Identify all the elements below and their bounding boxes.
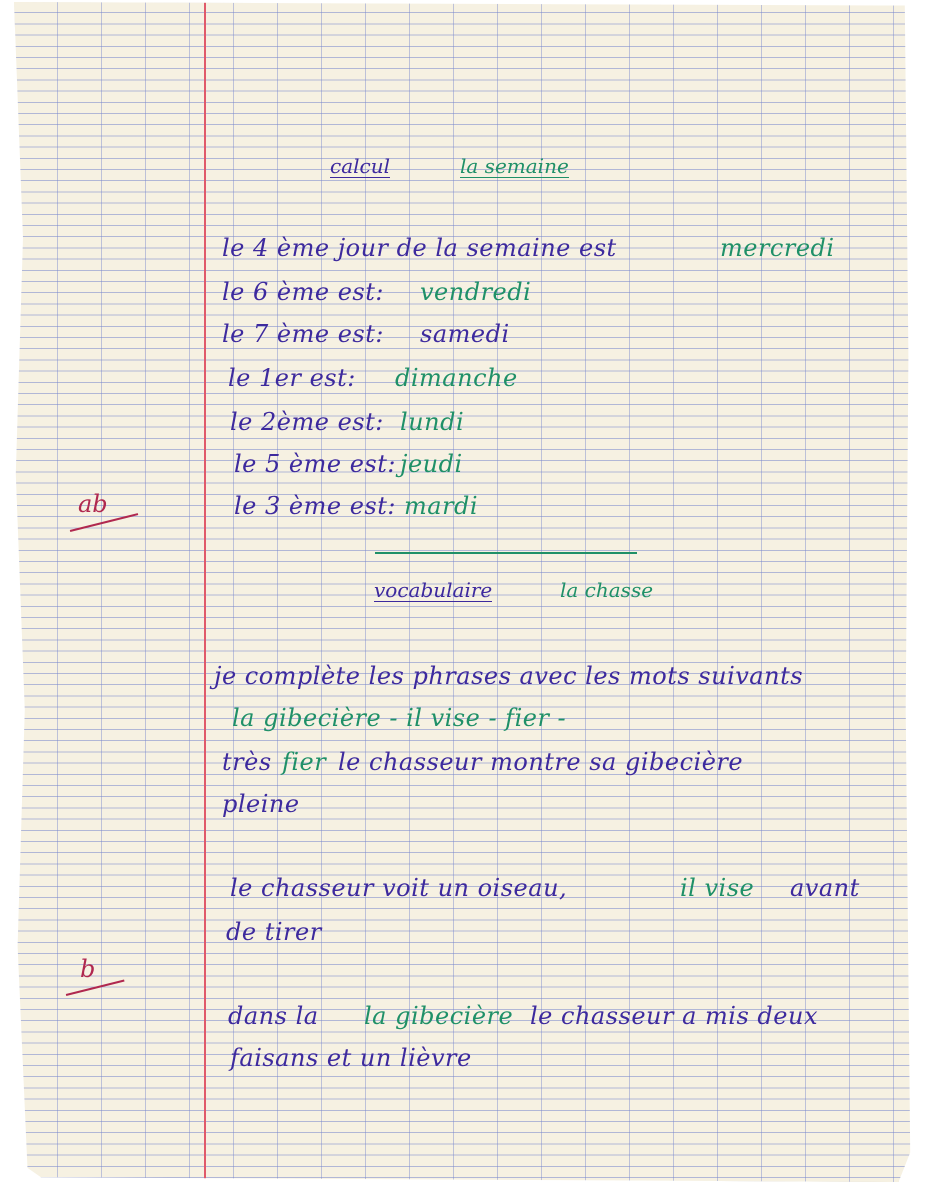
title-vocabulaire: vocabulaire — [374, 578, 493, 602]
sentence3-start: dans la — [228, 1002, 319, 1030]
week-line-3-label: le 7 ème est: — [222, 320, 384, 348]
week-line-7-label: le 3 ème est: — [234, 492, 396, 520]
sentence2-answer: il vise — [680, 874, 755, 902]
week-line-6-label: le 5 ème est: — [234, 450, 396, 478]
title-la-semaine: la semaine — [460, 154, 569, 178]
week-line-4-day: dimanche — [395, 364, 518, 392]
grade-mark-ab: ab — [78, 490, 108, 518]
week-line-2-day: vendredi — [420, 278, 532, 306]
sentence1-end: pleine — [222, 790, 300, 818]
sentence2-rest: avant — [790, 874, 860, 902]
week-line-5-label: le 2ème est: — [230, 408, 384, 436]
grade-mark-b: b — [80, 955, 96, 983]
sentence1-rest: le chasseur montre sa gibecière — [338, 748, 744, 776]
sentence3-rest: le chasseur a mis deux — [530, 1002, 818, 1030]
word-list: la gibecière - il vise - fier - — [232, 704, 567, 732]
margin-line — [204, 2, 206, 1182]
title-calcul: calcul — [330, 154, 390, 178]
week-line-5-day: lundi — [400, 408, 465, 436]
week-line-2-label: le 6 ème est: — [222, 278, 384, 306]
week-line-1-label: le 4 ème jour de la semaine est — [222, 234, 617, 262]
week-line-4-label: le 1er est: — [228, 364, 356, 392]
sentence1-start: très — [222, 748, 272, 776]
week-line-3-day: samedi — [420, 320, 510, 348]
week-line-1-day: mercredi — [720, 234, 835, 262]
sentence2-start: le chasseur voit un oiseau, — [230, 874, 568, 902]
instruction-text: je complète les phrases avec les mots suivants — [214, 662, 804, 690]
title-la-chasse: la chasse — [560, 578, 654, 602]
sentence3-end: faisans et un lièvre — [230, 1044, 472, 1072]
week-line-7-day: mardi — [404, 492, 479, 520]
sentence2-end: de tirer — [226, 918, 322, 946]
sentence1-answer: fier — [282, 748, 327, 776]
week-line-6-day: jeudi — [400, 450, 463, 478]
sentence3-answer: la gibecière — [364, 1002, 514, 1030]
section-separator — [375, 552, 637, 554]
